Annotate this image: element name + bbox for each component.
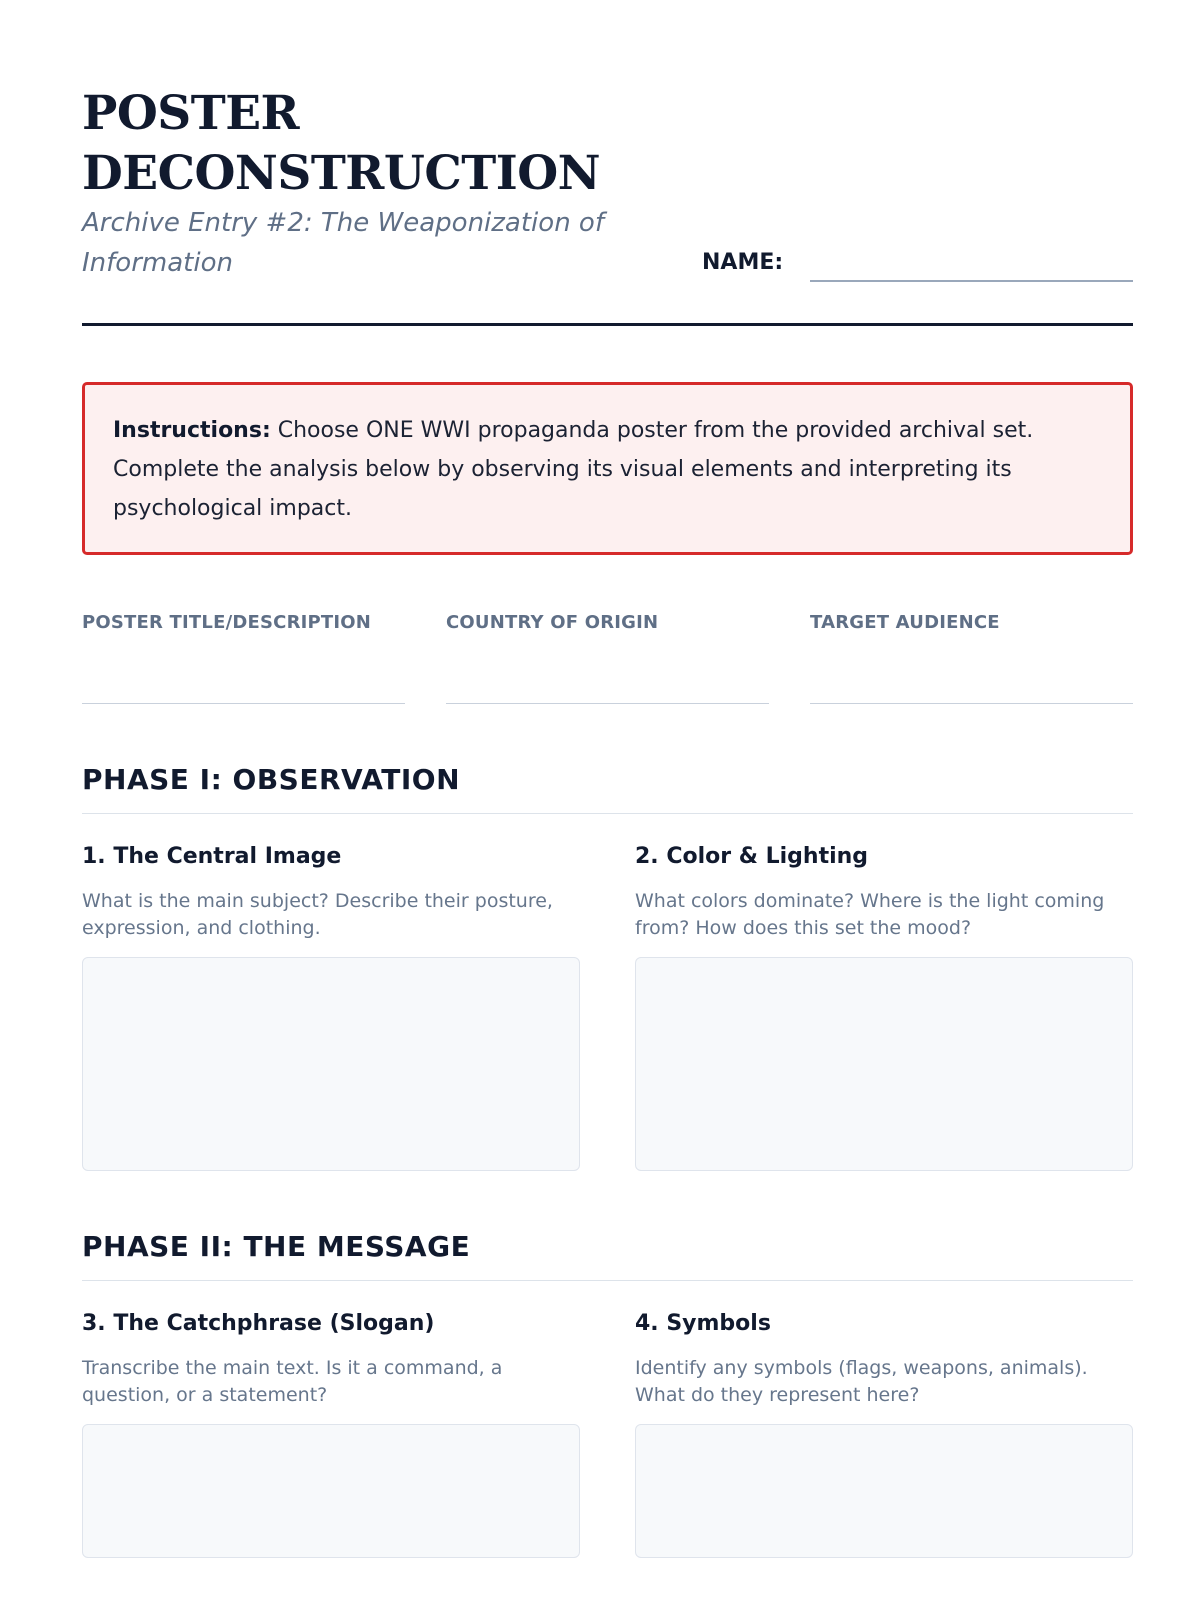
field-input-line[interactable] bbox=[810, 703, 1133, 704]
phase-1-divider bbox=[82, 813, 1133, 814]
header-divider bbox=[82, 323, 1133, 326]
question-2-answer-box[interactable] bbox=[635, 957, 1133, 1171]
field-label: POSTER TITLE/DESCRIPTION bbox=[82, 612, 372, 633]
instructions-lead: Instructions: bbox=[113, 418, 271, 443]
instructions-text: Choose ONE WWI propaganda poster from the provided archival set. Complete the analysis below by observing its visual elements and interpreting its psychological impact. bbox=[113, 418, 1034, 521]
phase-2-title: PHASE II: THE MESSAGE bbox=[82, 1230, 471, 1263]
title-line-1: POSTER bbox=[82, 86, 300, 141]
question-4-answer-box[interactable] bbox=[635, 1424, 1133, 1558]
title-line-2: DECONSTRUCTION bbox=[82, 146, 601, 201]
field-poster-title bbox=[82, 612, 405, 633]
page-subtitle: Archive Entry #2: The Weaponization of Information bbox=[82, 208, 604, 278]
question-4-prompt: Identify any symbols (flags, weapons, animals). What do they represent here? bbox=[635, 1357, 1088, 1406]
field-input-line[interactable] bbox=[82, 703, 405, 704]
question-3-answer-box[interactable] bbox=[82, 1424, 580, 1558]
question-1-title: 1. The Central Image bbox=[82, 844, 342, 869]
name-input-line[interactable] bbox=[810, 280, 1133, 282]
field-target-audience bbox=[810, 612, 1133, 633]
question-2-prompt: What colors dominate? Where is the light coming from? How does this set the mood? bbox=[635, 890, 1105, 939]
question-2-title: 2. Color & Lighting bbox=[635, 844, 869, 869]
field-label: TARGET AUDIENCE bbox=[810, 612, 1000, 633]
phase-1-title: PHASE I: OBSERVATION bbox=[82, 763, 461, 796]
field-input-line[interactable] bbox=[446, 703, 769, 704]
question-1-prompt: What is the main subject? Describe their posture, expression, and clothing. bbox=[82, 890, 553, 939]
question-3-title: 3. The Catchphrase (Slogan) bbox=[82, 1311, 435, 1336]
phase-2-divider bbox=[82, 1280, 1133, 1281]
page-title bbox=[82, 84, 600, 204]
field-country-of-origin bbox=[446, 612, 769, 633]
instructions-box bbox=[82, 382, 1133, 555]
name-label: NAME: bbox=[702, 250, 784, 275]
question-3-prompt: Transcribe the main text. Is it a command, a question, or a statement? bbox=[82, 1357, 503, 1406]
question-4-title: 4. Symbols bbox=[635, 1311, 771, 1336]
question-1-answer-box[interactable] bbox=[82, 957, 580, 1171]
field-label: COUNTRY OF ORIGIN bbox=[446, 612, 659, 633]
